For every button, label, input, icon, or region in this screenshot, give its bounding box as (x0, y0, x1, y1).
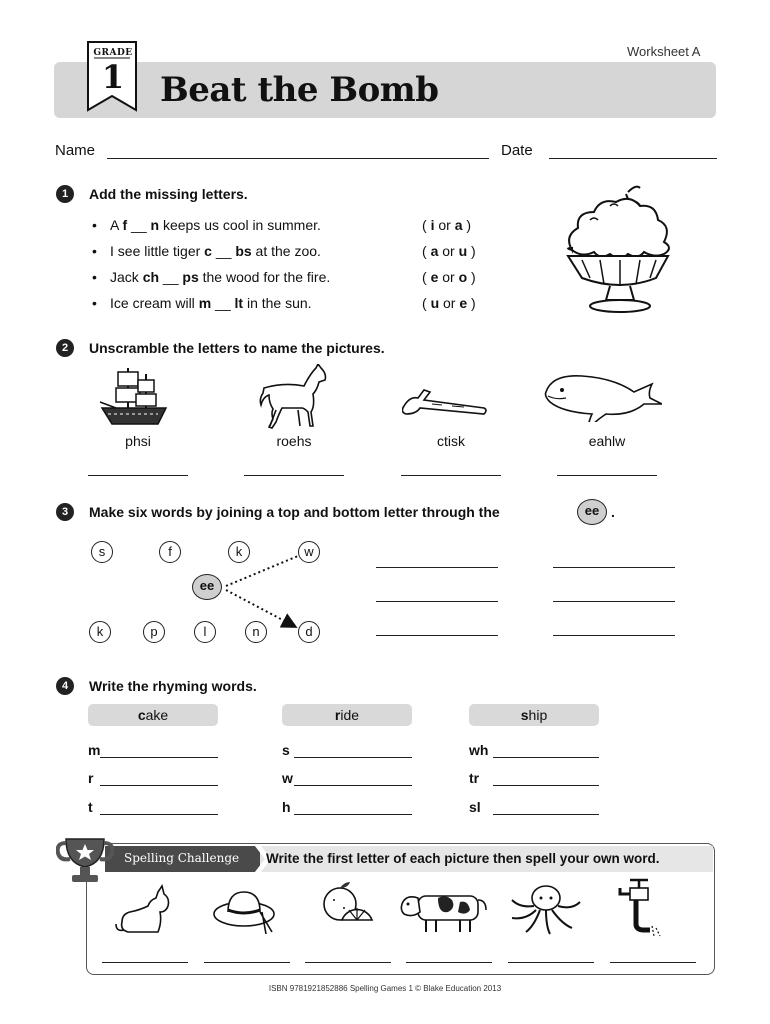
letter-choice: ( a or u ) (422, 243, 476, 259)
rhyme-prefix: r (88, 770, 94, 786)
rhyme-prefix: wh (469, 742, 489, 758)
or-word: or (443, 295, 456, 311)
unscramble-answer-line[interactable] (244, 475, 344, 476)
word-answer-line[interactable] (376, 567, 498, 568)
rhyme-prefix: tr (469, 770, 480, 786)
sentence-text: the wood for the fire. (198, 269, 331, 285)
date-field[interactable] (549, 158, 717, 159)
rhyme-word-pill (282, 704, 412, 726)
given-letters: ch (142, 269, 160, 285)
bottom-letter[interactable]: l (194, 621, 216, 643)
rhyme-prefix: w (282, 770, 293, 786)
or-word: or (438, 217, 451, 233)
rhyme-answer-line[interactable] (493, 785, 599, 786)
rhyme-prefix: h (282, 799, 291, 815)
challenge-answer-line[interactable] (610, 962, 696, 963)
cow-icon (398, 888, 490, 936)
section-2-title: Unscramble the letters to name the pictures. (89, 340, 385, 356)
choice-b: u (458, 243, 468, 259)
section-number-4: 4 (56, 677, 74, 695)
bottom-letter[interactable]: n (245, 621, 267, 643)
sentence-text: Ice cream will (110, 295, 199, 311)
or-word: or (442, 243, 455, 259)
challenge-answer-line[interactable] (406, 962, 492, 963)
letter-choice: ( i or a ) (422, 217, 472, 233)
given-letters: lt (234, 295, 244, 311)
choice-b: e (459, 295, 468, 311)
choice-b: a (454, 217, 463, 233)
given-letters: bs (235, 243, 252, 259)
grade-number: 1 (101, 58, 125, 96)
bottom-letter[interactable]: k (89, 621, 111, 643)
rhyme-initial: c (137, 707, 146, 723)
date-label: Date (501, 142, 533, 159)
rhyme-prefix: sl (469, 799, 481, 815)
bottom-letter[interactable]: p (143, 621, 165, 643)
rhyme-ending: hip (528, 707, 548, 723)
name-label: Name (55, 142, 96, 159)
challenge-label: Spelling Challenge (124, 851, 240, 865)
bottom-letter[interactable]: d (298, 621, 320, 643)
bullet-icon: • (92, 243, 97, 259)
given-letters: c (204, 243, 212, 259)
ee-center-circle: ee (192, 574, 222, 600)
rhyme-answer-line[interactable] (294, 785, 412, 786)
sentence-text: in the sun. (243, 295, 312, 311)
rhyme-prefix: t (88, 799, 93, 815)
octopus-icon (508, 882, 582, 940)
sentence-text: __ (211, 295, 235, 311)
challenge-answer-line[interactable] (305, 962, 391, 963)
section-number-2: 2 (56, 339, 74, 357)
sentence-text: I see little tiger (110, 243, 205, 259)
challenge-answer-line[interactable] (204, 962, 290, 963)
scrambled-word: phsi (125, 433, 151, 449)
cat-icon (112, 884, 176, 938)
rhyme-answer-line[interactable] (100, 757, 218, 758)
given-letters: m (198, 295, 212, 311)
sentence (110, 269, 330, 285)
rhyme-answer-line[interactable] (294, 757, 412, 758)
choice-a: u (430, 295, 440, 311)
rhyme-ending: ide (340, 707, 360, 723)
sentence-text: __ (127, 217, 151, 233)
challenge-instruction: Write the first letter of each picture then spell your own word. (266, 851, 660, 866)
given-letters: f (122, 217, 128, 233)
word-answer-line[interactable] (553, 567, 675, 568)
scrambled-word: ctisk (437, 433, 465, 449)
rhyme-initial: s (520, 707, 529, 723)
section-3-title: Make six words by joining a top and bottom letter through the (89, 504, 500, 520)
bullet-icon: • (92, 217, 97, 233)
given-letters: n (150, 217, 160, 233)
section-1-title: Add the missing letters. (89, 186, 248, 202)
whale-icon (540, 372, 662, 422)
bullet-icon: • (92, 295, 97, 311)
top-letter[interactable]: k (228, 541, 250, 563)
rhyme-answer-line[interactable] (294, 814, 412, 815)
rhyme-answer-line[interactable] (493, 757, 599, 758)
rhyme-answer-line[interactable] (100, 814, 218, 815)
orange-icon (318, 880, 376, 940)
scrambled-word: roehs (276, 433, 312, 449)
sentence-text: at the zoo. (251, 243, 321, 259)
section-4-title: Write the rhyming words. (89, 678, 257, 694)
ee-target-circle: ee (577, 499, 607, 525)
ship-icon (98, 364, 172, 428)
top-letter[interactable]: w (298, 541, 320, 563)
stick-icon (402, 388, 494, 418)
word-answer-line[interactable] (376, 601, 498, 602)
section-number-3: 3 (56, 503, 74, 521)
or-word: or (442, 269, 455, 285)
top-letter[interactable]: f (159, 541, 181, 563)
rhyme-ending: ake (145, 707, 169, 723)
footer-isbn: ISBN 9781921852886 Spelling Games 1 © Blake Education 2013 (268, 984, 502, 993)
word-answer-line[interactable] (376, 635, 498, 636)
choice-b: o (458, 269, 468, 285)
unscramble-answer-line[interactable] (88, 475, 188, 476)
word-answer-line[interactable] (553, 601, 675, 602)
rhyme-prefix: m (88, 742, 101, 758)
section-number-1: 1 (56, 185, 74, 203)
sentence (110, 243, 321, 259)
hat-icon (210, 886, 282, 938)
sentence-text: __ (211, 243, 236, 259)
bullet-icon: • (92, 269, 97, 285)
challenge-answer-line[interactable] (508, 962, 594, 963)
word-answer-line[interactable] (553, 635, 675, 636)
sentence (110, 295, 312, 311)
rhyme-answer-line[interactable] (100, 785, 218, 786)
challenge-answer-line[interactable] (102, 962, 188, 963)
choice-a: a (430, 243, 439, 259)
rhyme-prefix: s (282, 742, 290, 758)
worksheet-label: Worksheet A (627, 44, 701, 59)
unscramble-answer-line[interactable] (557, 475, 657, 476)
sentence-text: A (110, 217, 123, 233)
rhyme-word-pill (469, 704, 599, 726)
page-title: Beat the Bomb (160, 70, 439, 110)
sentence (110, 217, 321, 233)
given-letters: ps (182, 269, 199, 285)
name-field[interactable] (107, 158, 489, 159)
sentence-text: Jack (110, 269, 143, 285)
section-3-period: . (611, 504, 615, 520)
trophy-icon (56, 833, 114, 885)
ice-cream-sundae-icon (560, 180, 680, 320)
horse-icon (250, 364, 330, 430)
rhyme-initial: r (334, 707, 341, 723)
sentence-text: __ (159, 269, 183, 285)
scrambled-word: eahlw (588, 433, 626, 449)
unscramble-answer-line[interactable] (401, 475, 501, 476)
sentence-text: keeps us cool in summer. (159, 217, 321, 233)
tap-icon (616, 876, 666, 942)
grade-label: GRADE (93, 48, 133, 58)
choice-a: e (430, 269, 439, 285)
letter-choice: ( u or e ) (422, 295, 476, 311)
rhyme-answer-line[interactable] (493, 814, 599, 815)
choice-a: i (430, 217, 435, 233)
rhyme-word-pill (88, 704, 218, 726)
top-letter[interactable]: s (91, 541, 113, 563)
letter-choice: ( e or o ) (422, 269, 476, 285)
